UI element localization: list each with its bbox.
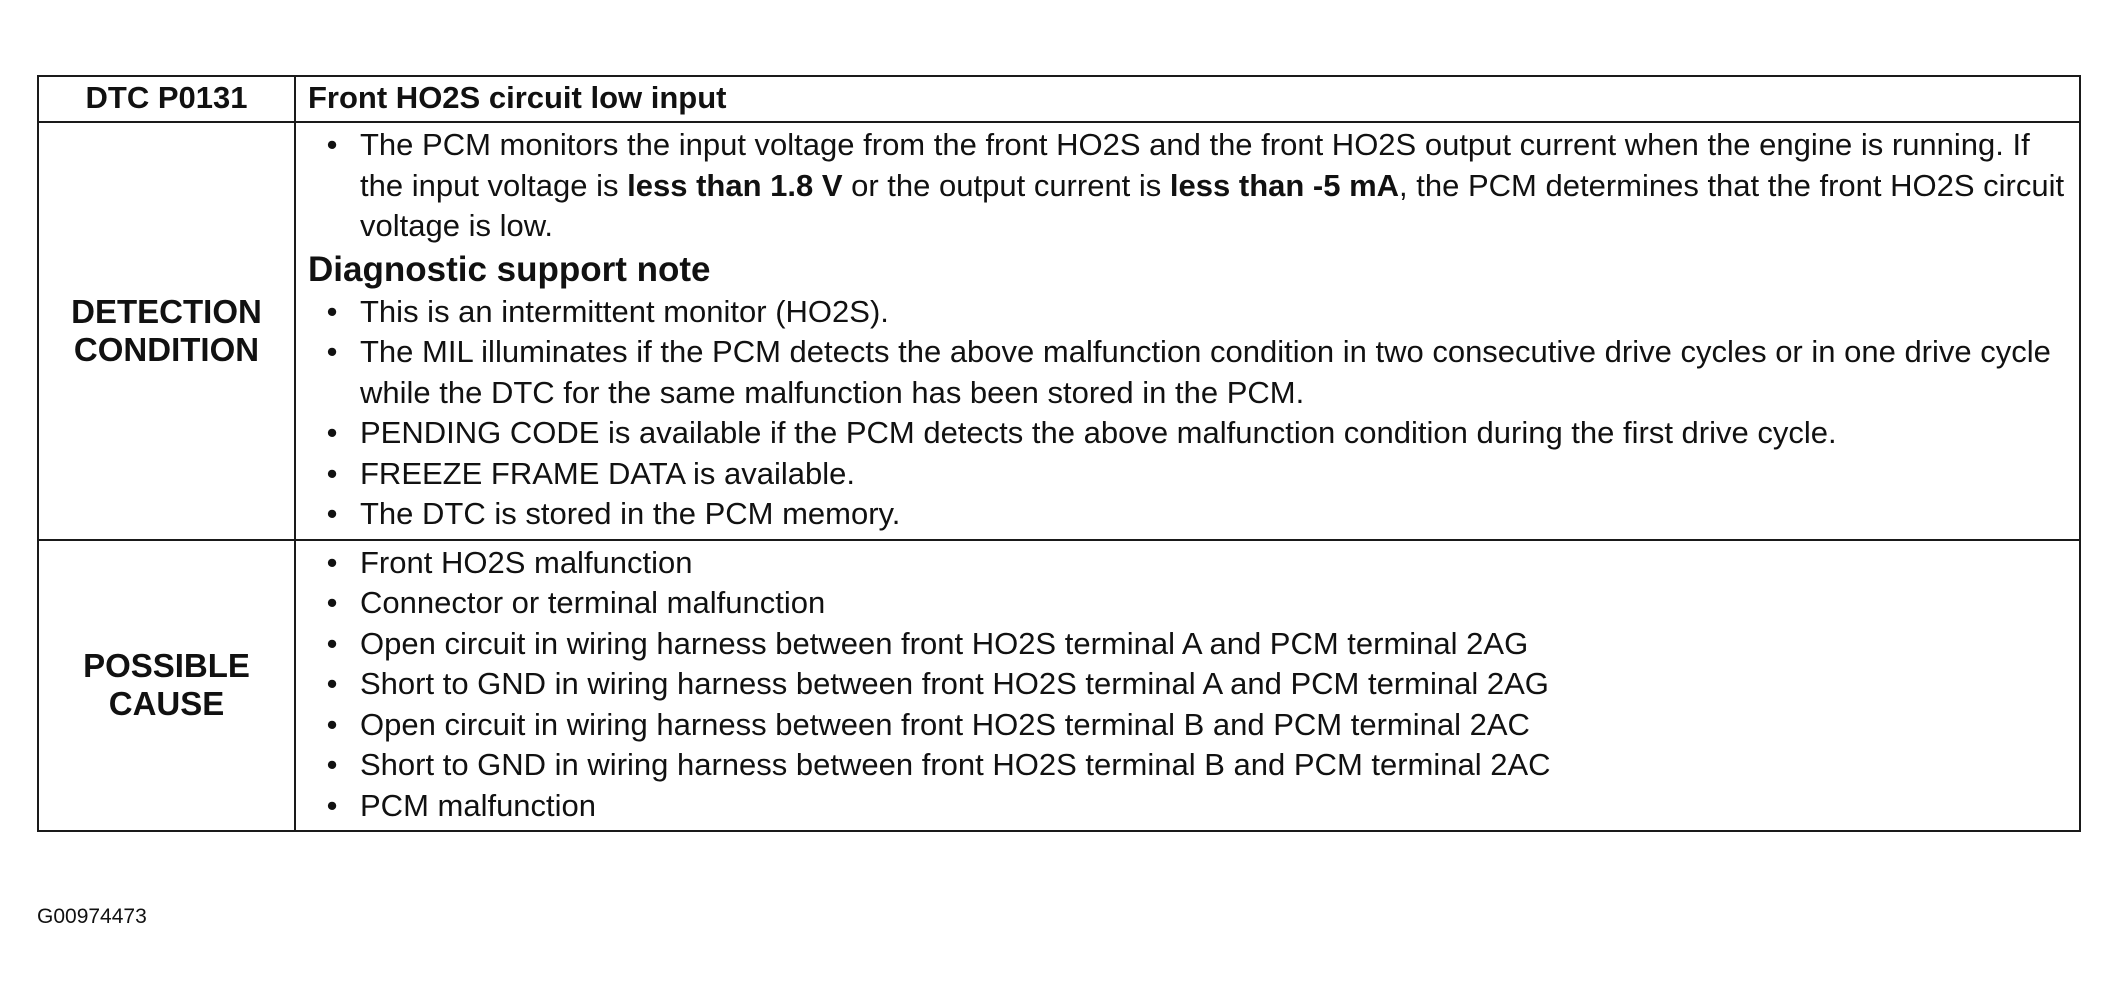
bullet-icon: • (326, 585, 338, 620)
diagnostic-support-heading: Diagnostic support note (308, 249, 711, 289)
intro-voltage-threshold: less than 1.8 V (627, 167, 843, 203)
dtc-sheet (37, 75, 2079, 832)
list-item (308, 413, 2065, 454)
detection-label-line1: DETECTION (71, 292, 262, 330)
dtc-table (37, 75, 2081, 832)
list-item (308, 745, 2065, 786)
intro-text-1: The PCM monitors the input voltage from the front HO2S and the front HO2S output current when the engine is running. If the input voltage is (360, 127, 2030, 203)
list-item (308, 664, 2065, 705)
list-item (308, 786, 2065, 827)
list-item (308, 705, 2065, 746)
possible-cause-content (295, 540, 2080, 832)
bullet-icon: • (326, 415, 338, 450)
detection-row (38, 122, 2080, 540)
note-text: The DTC is stored in the PCM memory. (360, 496, 901, 531)
note-text: PENDING CODE is available if the PCM detects the above malfunction condition during the first drive cycle. (360, 415, 1837, 450)
detection-intro-list (308, 125, 2065, 247)
bullet-icon: • (326, 544, 338, 580)
note-text: This is an intermittent monitor (HO2S). (360, 293, 889, 329)
dtc-code: DTC P0131 (38, 76, 295, 122)
bullet-icon: • (326, 293, 338, 329)
cause-text: Short to GND in wiring harness between front HO2S terminal B and PCM terminal 2AC (360, 747, 1551, 782)
dtc-title: Front HO2S circuit low input (295, 76, 2080, 122)
figure-code: G00974473 (37, 905, 147, 928)
intro-text-2: or the output current is (842, 167, 1170, 203)
possible-cause-label (38, 540, 295, 832)
bullet-icon: • (326, 706, 338, 742)
cause-text: Open circuit in wiring harness between front HO2S terminal A and PCM terminal 2AG (360, 625, 1529, 661)
list-item (308, 332, 2065, 413)
bullet-icon: • (326, 747, 338, 782)
detection-label-line2: CONDITION (73, 330, 260, 368)
bullet-icon: • (326, 334, 338, 369)
bullet-icon: • (326, 127, 338, 162)
header-row (38, 76, 2080, 122)
cause-text: Front HO2S malfunction (360, 544, 693, 580)
note-text: The MIL illuminates if the PCM detects the above malfunction condition in two consecutive drive cycles or in one drive cycle while the DTC for the same malfunction has been stored in the PCM. (360, 334, 2051, 410)
cause-text: Open circuit in wiring harness between front HO2S terminal B and PCM terminal 2AC (360, 706, 1530, 742)
detection-content (295, 122, 2080, 540)
note-text: FREEZE FRAME DATA is available. (360, 455, 855, 491)
intro-current-threshold: less than -5 mA (1169, 167, 1400, 203)
bullet-icon: • (326, 455, 338, 491)
list-item (308, 543, 2065, 584)
possible-cause-row (38, 540, 2080, 832)
bullet-icon: • (326, 496, 338, 531)
cause-label-line1: POSSIBLE (83, 647, 250, 685)
cause-text: Short to GND in wiring harness between front HO2S terminal A and PCM terminal 2AG (360, 666, 1549, 701)
detection-intro-item (308, 125, 2065, 247)
list-item (308, 583, 2065, 624)
diagnostic-notes-list (308, 292, 2065, 535)
list-item (308, 624, 2065, 665)
bullet-icon: • (326, 625, 338, 661)
list-item (308, 454, 2065, 495)
bullet-icon: • (326, 787, 338, 823)
cause-text: PCM malfunction (360, 787, 597, 823)
bullet-icon: • (326, 666, 338, 701)
detection-label (38, 122, 295, 540)
cause-label-line2: CAUSE (108, 685, 225, 723)
intro-text-3: , the PCM determines that the front HO2S circuit voltage is low. (360, 167, 2065, 243)
list-item (308, 292, 2065, 333)
list-item (308, 494, 2065, 535)
cause-text: Connector or terminal malfunction (360, 585, 826, 620)
possible-cause-list (308, 543, 2065, 827)
